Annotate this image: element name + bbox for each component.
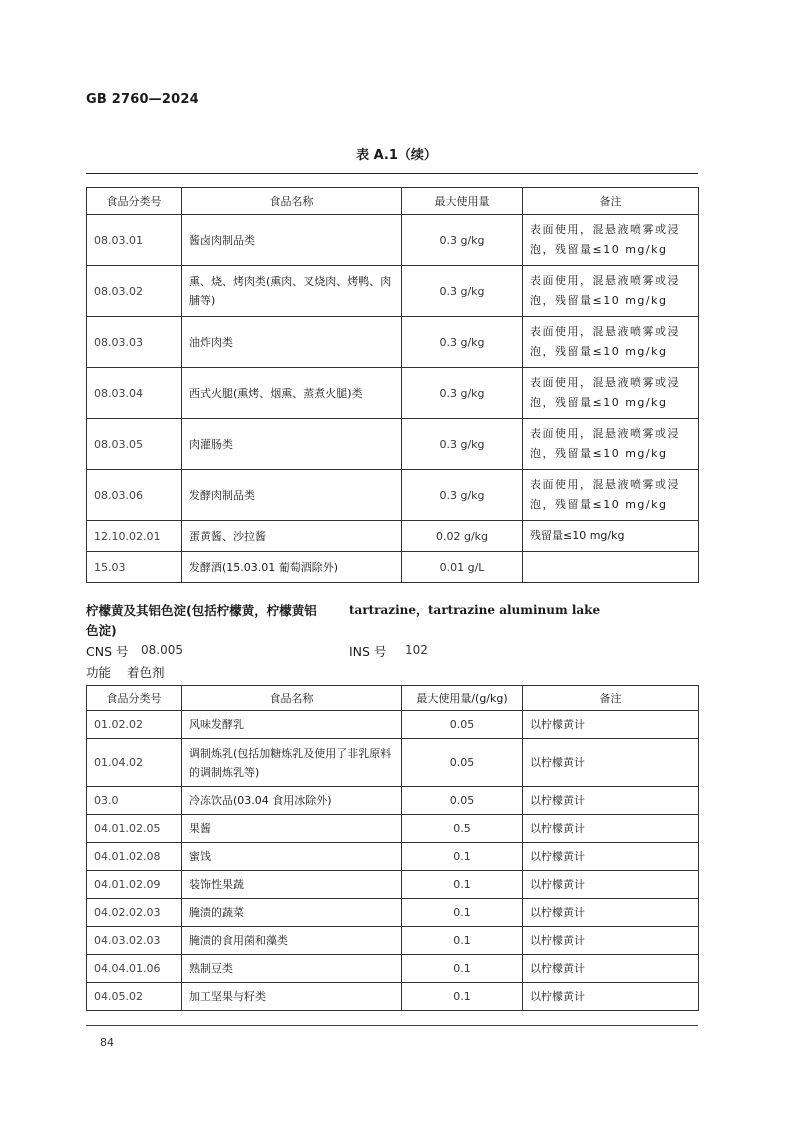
- remark: 表面使用，混悬液喷雾或浸泡，残留量≤10 mg/kg: [523, 317, 699, 368]
- table-row: [87, 521, 699, 552]
- additive-name-cn: 柠檬黄及其铝色淀(包括柠檬黄，柠檬黄铝: [86, 603, 317, 618]
- table-row: [87, 927, 699, 955]
- table-row: [87, 843, 699, 871]
- remark: 表面使用，混悬液喷雾或浸泡，残留量≤10 mg/kg: [523, 368, 699, 419]
- column-header: 备注: [523, 188, 699, 215]
- food-category-code: 08.03.06: [87, 470, 182, 521]
- column-header: 最大使用量/(g/kg): [402, 686, 523, 711]
- table-row: [87, 711, 699, 739]
- food-category-code: 12.10.02.01: [87, 521, 182, 552]
- remark: 以柠檬黄计: [523, 871, 699, 899]
- food-category-code: 08.03.05: [87, 419, 182, 470]
- remark: 以柠檬黄计: [523, 711, 699, 739]
- table-row: [87, 871, 699, 899]
- max-usage: 0.3 g/kg: [402, 368, 523, 419]
- food-category-code: 03.0: [87, 787, 182, 815]
- food-name: 装饰性果蔬: [182, 871, 402, 899]
- max-usage: 0.1: [402, 983, 523, 1011]
- table-header-row: [87, 686, 699, 711]
- function-label: 功能: [86, 665, 112, 680]
- food-name: 蛋黄酱、沙拉酱: [182, 521, 402, 552]
- remark: 表面使用，混悬液喷雾或浸泡，残留量≤10 mg/kg: [523, 215, 699, 266]
- remark: 以柠檬黄计: [523, 983, 699, 1011]
- max-usage: 0.3 g/kg: [402, 317, 523, 368]
- document-code: GB 2760—2024: [86, 92, 199, 107]
- food-name: 冷冻饮品(03.04 食用冰除外): [182, 787, 402, 815]
- remark: 表面使用，混悬液喷雾或浸泡，残留量≤10 mg/kg: [523, 419, 699, 470]
- food-name: 酱卤肉制品类: [182, 215, 402, 266]
- food-category-code: 15.03: [87, 552, 182, 583]
- food-name: 腌渍的蔬菜: [182, 899, 402, 927]
- max-usage: 0.1: [402, 871, 523, 899]
- remark: 以柠檬黄计: [523, 739, 699, 787]
- remark: 表面使用，混悬液喷雾或浸泡，残留量≤10 mg/kg: [523, 470, 699, 521]
- food-name: 油炸肉类: [182, 317, 402, 368]
- remark: 以柠檬黄计: [523, 787, 699, 815]
- remark: 以柠檬黄计: [523, 843, 699, 871]
- food-category-code: 04.01.02.05: [87, 815, 182, 843]
- column-header: 最大使用量: [402, 188, 523, 215]
- table-row: [87, 470, 699, 521]
- table-row: [87, 815, 699, 843]
- food-name: 肉灌肠类: [182, 419, 402, 470]
- cns-number: 08.005: [141, 643, 183, 657]
- max-usage: 0.3 g/kg: [402, 419, 523, 470]
- food-category-code: 08.03.04: [87, 368, 182, 419]
- food-name: 风味发酵乳: [182, 711, 402, 739]
- table-a1-continued: [86, 187, 699, 583]
- food-category-code: 01.04.02: [87, 739, 182, 787]
- column-header: 备注: [523, 686, 699, 711]
- remark: 以柠檬黄计: [523, 955, 699, 983]
- max-usage: 0.01 g/L: [402, 552, 523, 583]
- food-category-code: 04.02.02.03: [87, 899, 182, 927]
- max-usage: 0.05: [402, 739, 523, 787]
- food-category-code: 04.04.01.06: [87, 955, 182, 983]
- food-category-code: 08.03.02: [87, 266, 182, 317]
- max-usage: 0.1: [402, 927, 523, 955]
- max-usage: 0.05: [402, 787, 523, 815]
- column-header: 食品名称: [182, 686, 402, 711]
- column-header: 食品名称: [182, 188, 402, 215]
- additive-name-cn-continued: 色淀): [86, 623, 117, 638]
- cns-label: CNS 号: [86, 644, 129, 659]
- table-row: [87, 899, 699, 927]
- food-name: 加工坚果与籽类: [182, 983, 402, 1011]
- max-usage: 0.1: [402, 843, 523, 871]
- food-name: 熏、烧、烤肉类(熏肉、叉烧肉、烤鸭、肉脯等): [182, 266, 402, 317]
- food-category-code: 04.01.02.08: [87, 843, 182, 871]
- table-row: [87, 983, 699, 1011]
- tartrazine-usage-table: [86, 685, 699, 1011]
- remark: 表面使用，混悬液喷雾或浸泡，残留量≤10 mg/kg: [523, 266, 699, 317]
- max-usage: 0.3 g/kg: [402, 266, 523, 317]
- table-row: [87, 552, 699, 583]
- max-usage: 0.1: [402, 899, 523, 927]
- food-name: 西式火腿(熏烤、烟熏、蒸煮火腿)类: [182, 368, 402, 419]
- remark: 以柠檬黄计: [523, 815, 699, 843]
- food-name: 调制炼乳(包括加糖炼乳及使用了非乳原料的调制炼乳等): [182, 739, 402, 787]
- table-row: [87, 739, 699, 787]
- remark: [523, 552, 699, 583]
- food-category-code: 01.02.02: [87, 711, 182, 739]
- max-usage: 0.05: [402, 711, 523, 739]
- column-header: 食品分类号: [87, 188, 182, 215]
- table-row: [87, 266, 699, 317]
- food-name: 熟制豆类: [182, 955, 402, 983]
- food-category-code: 04.05.02: [87, 983, 182, 1011]
- function-value: 着色剂: [127, 665, 165, 680]
- remark: 以柠檬黄计: [523, 927, 699, 955]
- food-category-code: 04.01.02.09: [87, 871, 182, 899]
- table-row: [87, 787, 699, 815]
- food-name: 蜜饯: [182, 843, 402, 871]
- max-usage: 0.3 g/kg: [402, 470, 523, 521]
- food-category-code: 08.03.01: [87, 215, 182, 266]
- page-number: 84: [100, 1036, 114, 1049]
- column-header: 食品分类号: [87, 686, 182, 711]
- max-usage: 0.5: [402, 815, 523, 843]
- footer-rule: [86, 1025, 698, 1026]
- max-usage: 0.3 g/kg: [402, 215, 523, 266]
- table-header-row: [87, 188, 699, 215]
- table-row: [87, 317, 699, 368]
- remark: 以柠檬黄计: [523, 899, 699, 927]
- table-top-rule: [86, 173, 698, 174]
- additive-name-en: tartrazine，tartrazine aluminum lake: [349, 603, 601, 617]
- max-usage: 0.02 g/kg: [402, 521, 523, 552]
- food-name: 腌渍的食用菌和藻类: [182, 927, 402, 955]
- table-row: [87, 419, 699, 470]
- food-name: 果酱: [182, 815, 402, 843]
- table-row: [87, 368, 699, 419]
- max-usage: 0.1: [402, 955, 523, 983]
- remark: 残留量≤10 mg/kg: [523, 521, 699, 552]
- table-title: 表 A.1（续）: [356, 148, 437, 163]
- ins-label: INS 号: [349, 644, 387, 659]
- table-row: [87, 215, 699, 266]
- food-name: 发酵酒(15.03.01 葡萄酒除外): [182, 552, 402, 583]
- food-category-code: 08.03.03: [87, 317, 182, 368]
- food-category-code: 04.03.02.03: [87, 927, 182, 955]
- ins-number: 102: [405, 643, 428, 657]
- food-name: 发酵肉制品类: [182, 470, 402, 521]
- table-row: [87, 955, 699, 983]
